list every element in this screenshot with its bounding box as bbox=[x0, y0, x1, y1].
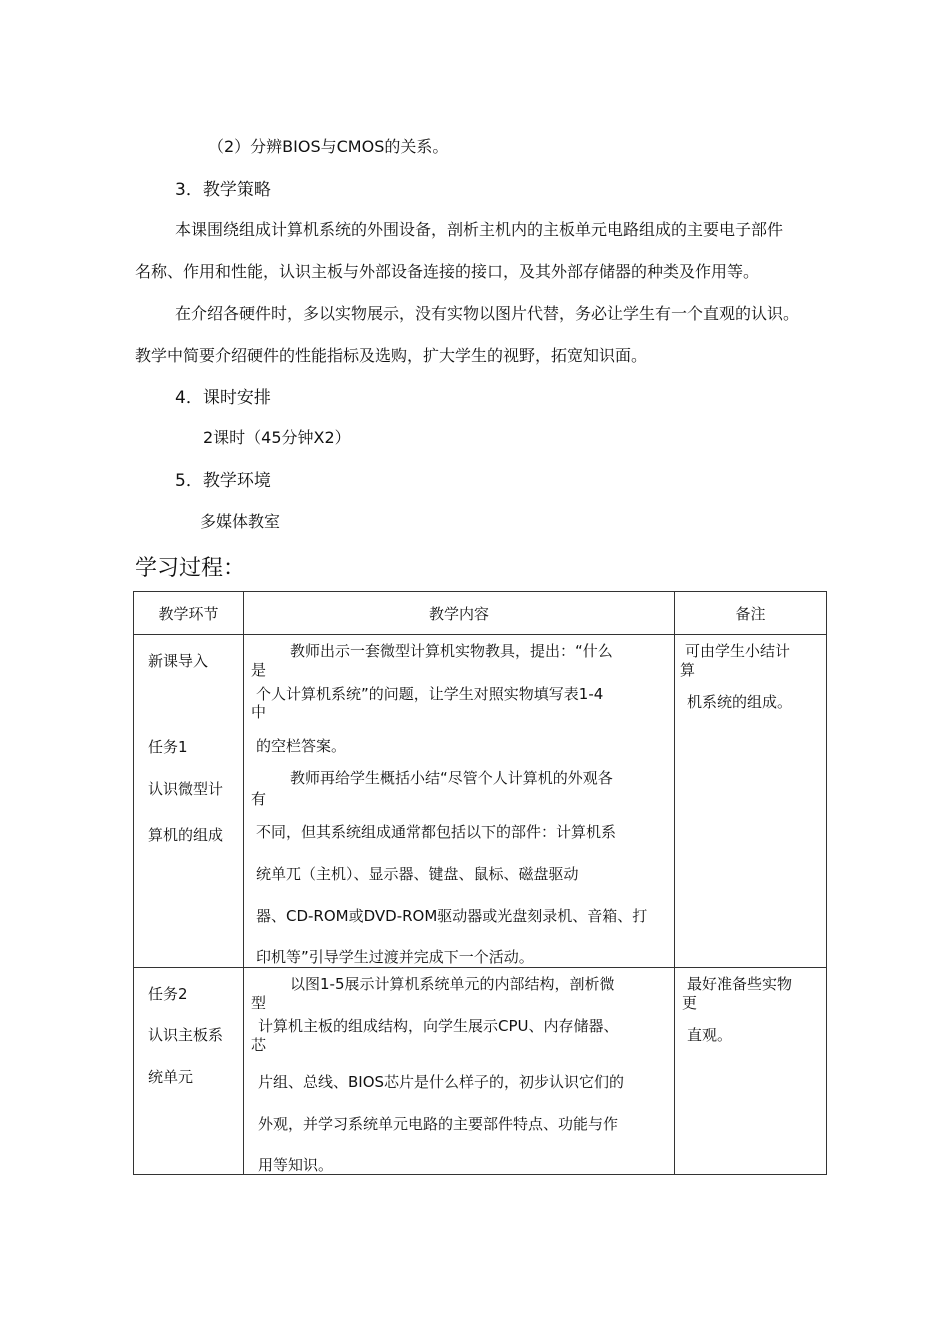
content-line: 计算机主板的组成结构，向学生展示CPU、内存储器、 bbox=[258, 1017, 619, 1035]
stage-line: 认识主板系 bbox=[148, 1026, 224, 1044]
note-line: 最好准备些实物 bbox=[687, 975, 793, 993]
content-line: 有 bbox=[251, 790, 267, 808]
content-line: 个人计算机系统”的问题，让学生对照实物填写表1-4 bbox=[256, 685, 604, 703]
table-header-row bbox=[134, 592, 827, 635]
process-title: 学习过程： bbox=[135, 556, 246, 581]
stage-line: 算机的组成 bbox=[148, 826, 224, 844]
content-line: 外观，并学习系统单元电路的主要部件特点、功能与作 bbox=[258, 1115, 619, 1133]
section-heading-environment: 5．教学环境 bbox=[175, 471, 271, 491]
content-cell bbox=[244, 968, 675, 1175]
content-line: 教师出示一套微型计算机实物教具，提出：“什么 bbox=[290, 642, 613, 660]
content-line: 的空栏答案。 bbox=[256, 737, 347, 755]
stage-line: 认识微型计 bbox=[148, 780, 224, 798]
content-line: 型 bbox=[251, 994, 267, 1012]
paragraph-line: 名称、作用和性能，认识主板与外部设备连接的接口，及其外部存储器的种类及作用等。 bbox=[135, 262, 760, 281]
paragraph-line: 在介绍各硬件时，多以实物展示，没有实物以图片代替，务必让学生有一个直观的认识。 bbox=[175, 304, 800, 323]
paragraph-line: 教学中简要介绍硬件的性能指标及选购，扩大学生的视野，拓宽知识面。 bbox=[135, 346, 648, 365]
content-line: 教师再给学生概括小结“尽管个人计算机的外观各 bbox=[290, 769, 613, 787]
note-line: 可由学生小结计 bbox=[685, 642, 791, 660]
stage-line: 任务1 bbox=[148, 738, 188, 756]
content-line: 器、CD-ROM或DVD-ROM驱动器或光盘刻录机、音箱、打 bbox=[256, 907, 648, 925]
column-header-content: 教学内容 bbox=[244, 592, 675, 635]
note-line: 机系统的组成。 bbox=[687, 693, 793, 711]
content-line: 芯 bbox=[251, 1036, 267, 1054]
column-header-note: 备注 bbox=[675, 592, 827, 635]
table-row bbox=[134, 968, 827, 1175]
stage-cell bbox=[134, 635, 244, 968]
column-header-stage: 教学环节 bbox=[134, 592, 244, 635]
paragraph-line: 多媒体教室 bbox=[200, 512, 281, 531]
stage-line: 统单元 bbox=[148, 1068, 194, 1086]
note-line: 更 bbox=[682, 994, 698, 1012]
table-row bbox=[134, 635, 827, 968]
note-line: 直观。 bbox=[687, 1026, 733, 1044]
content-cell bbox=[244, 635, 675, 968]
content-line: 片组、总线、BIOS芯片是什么样子的，初步认识它们的 bbox=[258, 1073, 625, 1091]
content-line: 不同，但其系统组成通常都包括以下的部件：计算机系 bbox=[256, 823, 617, 841]
note-cell bbox=[675, 968, 827, 1175]
section-heading-strategy: 3．教学策略 bbox=[175, 180, 271, 200]
paragraph-line: 本课围绕组成计算机系统的外围设备，剖析主机内的主板单元电路组成的主要电子部件 bbox=[175, 220, 784, 239]
content-line: 印机等”引导学生过渡并完成下一个活动。 bbox=[256, 948, 534, 966]
content-line: 统单兀（主机）、显示器、键盘、鼠标、磁盘驱动 bbox=[256, 865, 579, 883]
stage-line: 新课导入 bbox=[148, 652, 209, 670]
sub-item: （2）分辨BIOS与CMOS的关系。 bbox=[208, 137, 449, 156]
note-cell bbox=[675, 635, 827, 968]
section-heading-schedule: 4．课时安排 bbox=[175, 388, 271, 408]
paragraph-line: 2课时（45分钟X2） bbox=[203, 428, 351, 447]
content-line: 用等知识。 bbox=[258, 1156, 334, 1174]
stage-line: 任务2 bbox=[148, 985, 188, 1003]
content-line: 以图1-5展示计算机系统单元的内部结构，剖析微 bbox=[290, 975, 615, 993]
content-line: 是 bbox=[251, 661, 267, 679]
note-line: 算 bbox=[680, 661, 696, 679]
stage-cell bbox=[134, 968, 244, 1175]
process-table bbox=[133, 591, 827, 1175]
content-line: 中 bbox=[251, 703, 267, 721]
